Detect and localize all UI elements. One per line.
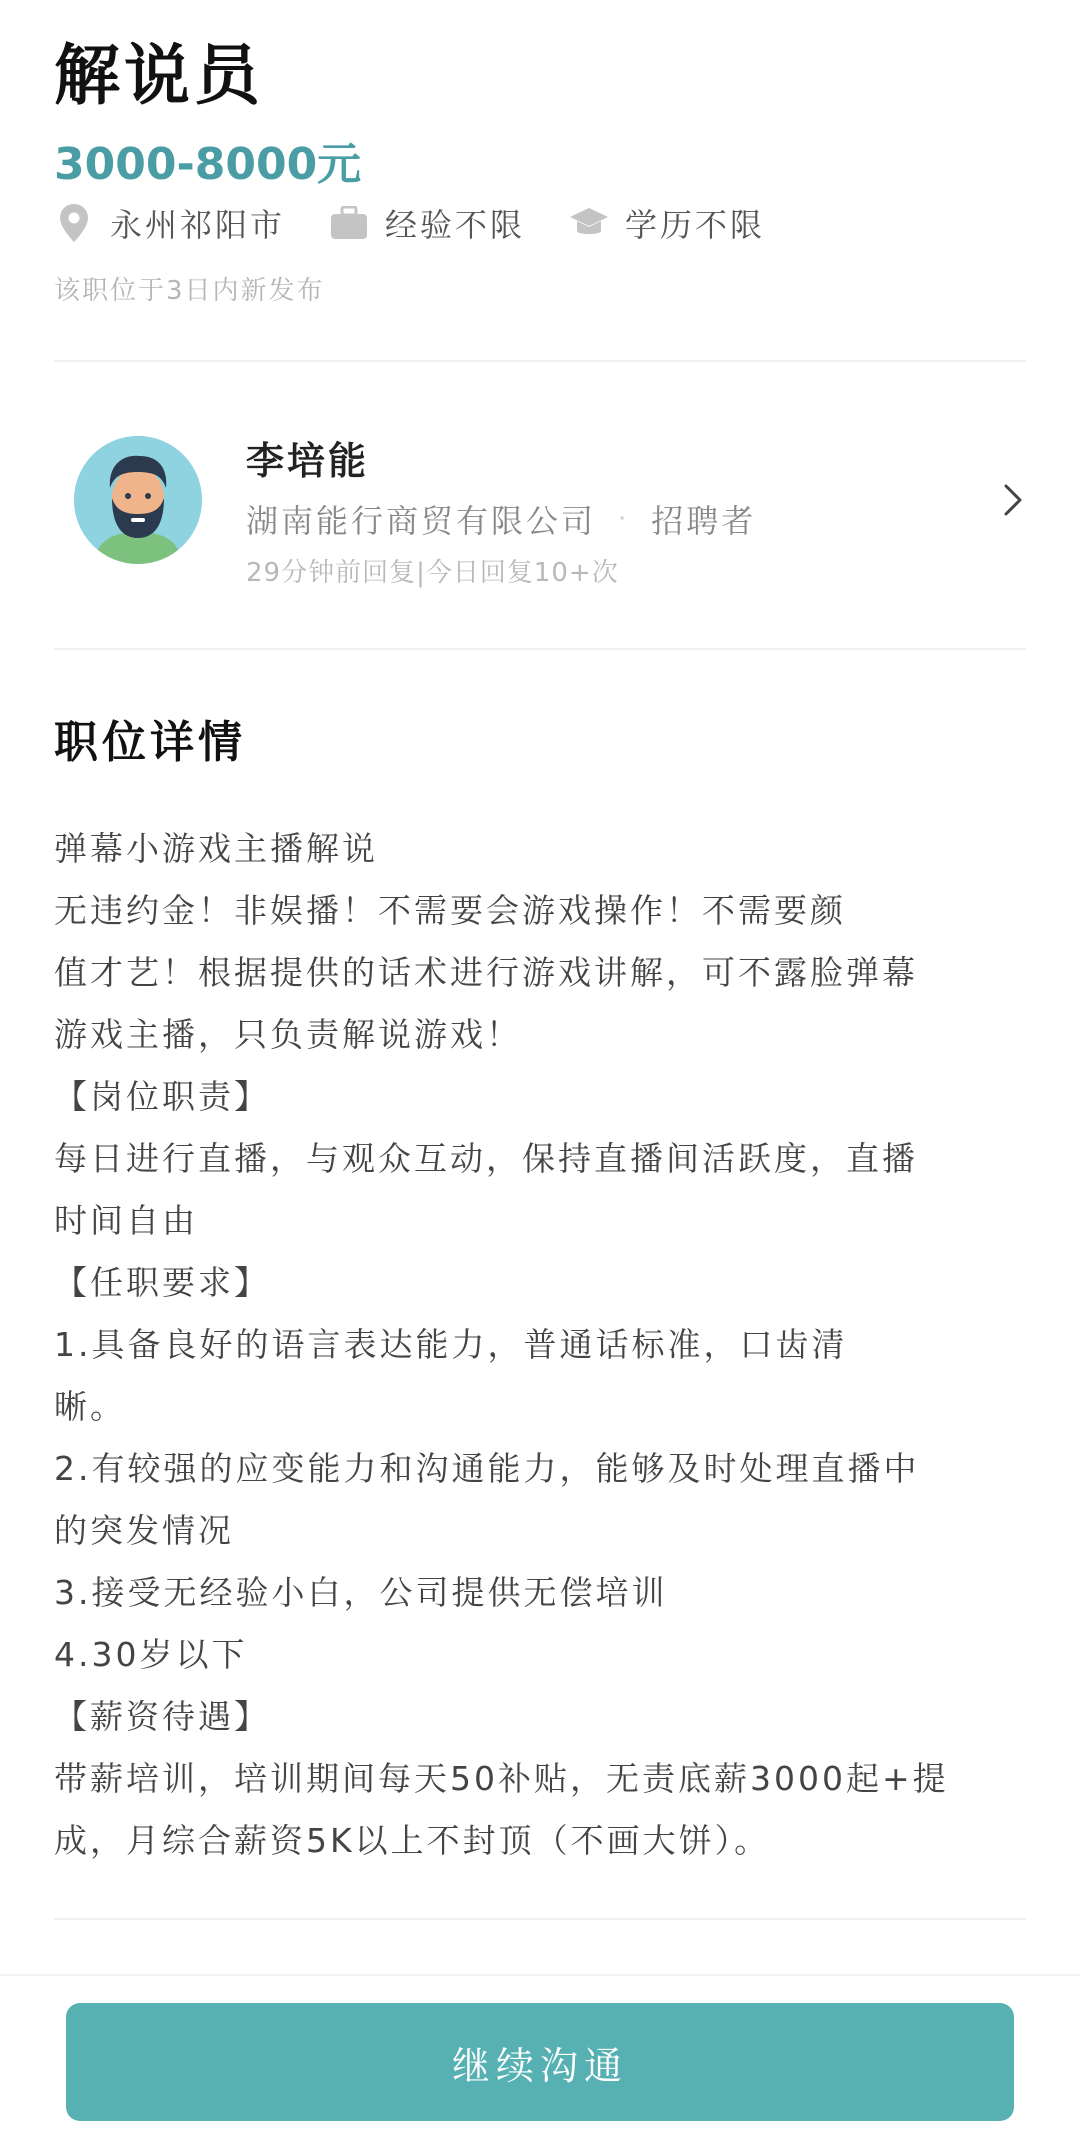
divider (54, 360, 1026, 362)
description-line: 【岗位职责】 (54, 1077, 270, 1116)
description-line: 【薪资待遇】 (54, 1697, 270, 1736)
section-title-job-details: 职位详情 (54, 717, 246, 768)
description-line: 带薪培训，培训期间每天50补贴，无责底薪3000起+提 (54, 1759, 949, 1798)
education-tag (569, 200, 765, 246)
recruiter-card[interactable] (54, 400, 1026, 600)
description-line: 无违约金！非娱播！不需要会游戏操作！不需要颜 (54, 891, 846, 930)
divider (54, 648, 1026, 650)
divider (54, 1918, 1026, 1920)
reply-stats: 29分钟前回复|今日回复10+次 (246, 558, 619, 588)
description-line: 1.具备良好的语言表达能力，普通话标准，口齿清 (54, 1325, 848, 1364)
company-name: 湖南能行商贸有限公司 (246, 502, 597, 540)
description-line: 值才艺！根据提供的话术进行游戏讲解，可不露脸弹幕 (54, 953, 918, 992)
description-line: 4.30岁以下 (54, 1635, 248, 1674)
bottom-action-bar (0, 1974, 1080, 2136)
location-text: 永州祁阳市 (110, 206, 286, 244)
location-tag (54, 200, 285, 246)
experience-text: 经验不限 (385, 206, 526, 244)
description-line: 弹幕小游戏主播解说 (54, 829, 378, 868)
location-pin-icon (54, 203, 94, 243)
recruiter-name: 李培能 (246, 439, 370, 483)
avatar (74, 436, 202, 564)
recruiter-role: 招聘者 (651, 502, 757, 540)
description-line: 晰。 (54, 1387, 126, 1426)
briefcase-icon (329, 203, 369, 243)
continue-chat-button[interactable]: 继续沟通 (66, 2003, 1014, 2121)
description-line: 每日进行直播，与观众互动，保持直播间活跃度，直播 (54, 1139, 918, 1178)
description-line: 时间自由 (54, 1201, 198, 1240)
description-line: 【任职要求】 (54, 1263, 270, 1302)
job-tags (54, 198, 809, 248)
job-title: 解说员 (54, 37, 264, 114)
description-line: 2.有较强的应变能力和沟通能力，能够及时处理直播中 (54, 1449, 920, 1488)
posted-notice: 该职位于3日内新发布 (54, 276, 325, 306)
description-line: 的突发情况 (54, 1511, 234, 1550)
description-line: 成，月综合薪资5K以上不封顶（不画大饼）。 (54, 1821, 771, 1860)
salary-range: 3000-8000元 (54, 139, 362, 190)
job-description (54, 818, 1026, 1872)
description-line: 3.接受无经验小白，公司提供无偿培训 (54, 1573, 668, 1612)
education-text: 学历不限 (625, 206, 766, 244)
recruiter-company-line (246, 496, 756, 542)
chevron-right-icon[interactable] (1002, 480, 1026, 520)
description-line: 游戏主播，只负责解说游戏！ (54, 1015, 522, 1054)
experience-tag (329, 200, 525, 246)
graduation-cap-icon (569, 203, 609, 243)
separator-dot: · (618, 504, 630, 534)
